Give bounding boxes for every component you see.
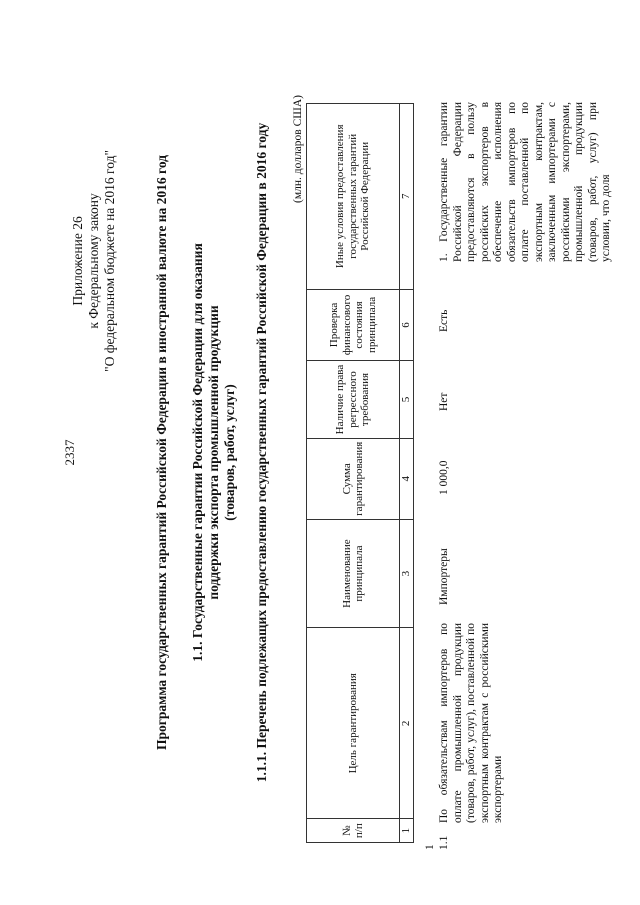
row-purpose: По обязательствам импортеров по оплате промышленной продукции (товаров, работ, услуг), поставленной по экспортным контрактам с российскими экспортерами <box>438 623 504 823</box>
header-cell-sum: Сумма гарантирования <box>307 438 400 519</box>
subsection-title: 1.1.1. Перечень подлежащих предоставлению государственных гарантий Российской Федерации в 2016 году <box>254 122 269 783</box>
section-marker: 1 <box>424 844 436 850</box>
header-cell-other-conditions: Иные условия предоставления государственных гарантий Российской Федерации <box>307 104 400 290</box>
column-number: 6 <box>400 289 414 361</box>
section-title-line-1: 1.1. Государственные гарантии Российской Федерации для оказания <box>190 243 205 662</box>
row-sum: 1 000,0 <box>438 460 450 495</box>
section-title-line-3: (товаров, работ, услуг) <box>222 384 237 521</box>
header-cell-finance-check: Проверка финансового состояния принципала <box>307 289 400 361</box>
header-cell-recourse: Наличие права регрессного требования <box>307 361 400 438</box>
row-recourse: Нет <box>438 392 450 411</box>
appendix-line-2: к Федеральному закону <box>86 193 101 329</box>
column-number: 7 <box>400 104 414 290</box>
column-number: 2 <box>400 628 414 819</box>
header-cell-num: № п/п <box>307 819 400 843</box>
column-number: 1 <box>400 819 414 843</box>
header-cell-purpose: Цель гарантирования <box>307 628 400 819</box>
appendix-line-1: Приложение 26 <box>70 216 85 306</box>
row-principal: Импортеры <box>438 548 450 605</box>
page-number: 2337 <box>62 439 77 466</box>
column-number-row <box>400 104 414 843</box>
column-number: 4 <box>400 438 414 519</box>
column-number: 5 <box>400 361 414 438</box>
header-row <box>307 104 400 843</box>
unit-note: (млн. долларов США) <box>292 95 304 203</box>
header-cell-principal: Наименование принципала <box>307 519 400 627</box>
column-number: 3 <box>400 519 414 627</box>
appendix-line-3: "О федеральном бюджете на 2016 год" <box>102 150 117 372</box>
row-finance-check: Есть <box>438 309 450 332</box>
guarantees-table-header <box>306 103 414 843</box>
section-title <box>190 0 238 905</box>
program-title: Программа государственных гарантий Российской Федерации в иностранной валюте на 2016 год <box>154 154 169 751</box>
section-title-line-2: поддержки экспорта промышленной продукции <box>206 305 221 600</box>
row-other-conditions: 1. Государственные гарантии Российской Федерации предоставляются в пользу российских экспортеров в обеспечение исполнения обязательств импортеров по оплате поставленной по экспортным контрактам, заключенным импортерами с российскими экспортерами, промышленной продукции (товаров, работ, услуг) при условии, что доля <box>438 102 612 262</box>
row-number: 1.1 <box>438 835 450 850</box>
appendix-note <box>70 150 118 372</box>
